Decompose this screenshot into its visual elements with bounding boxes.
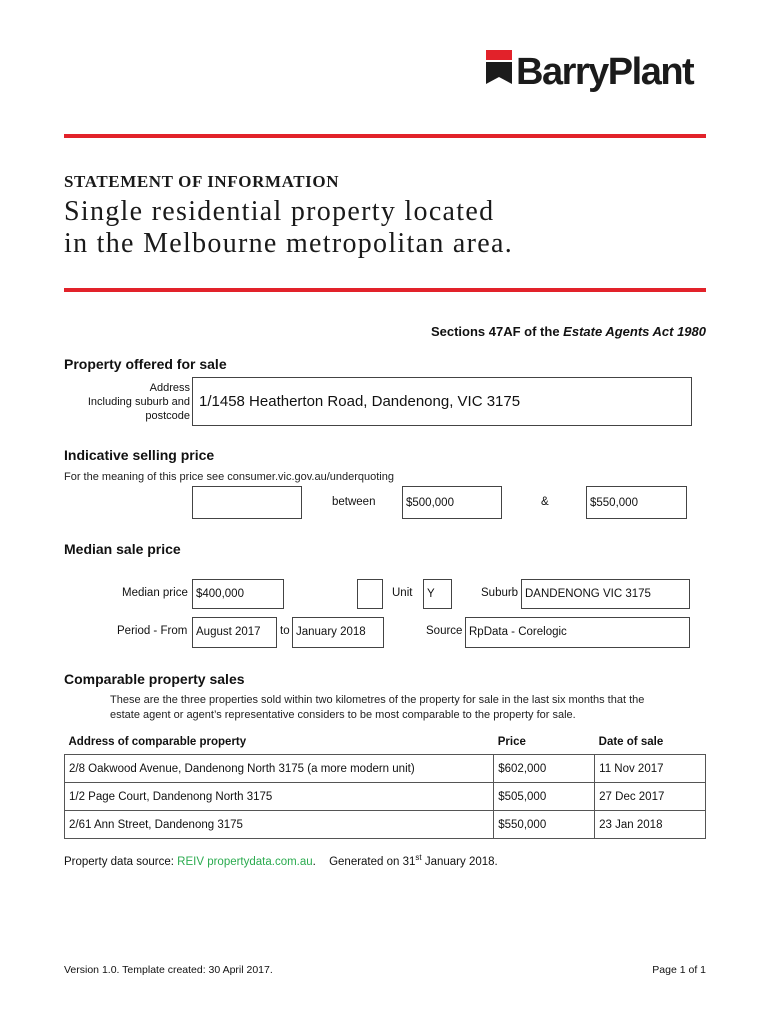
title-line-2: in the Melbourne metropolitan area.	[64, 228, 514, 259]
period-from-label: Period - From	[117, 625, 188, 637]
col-date-header: Date of sale	[598, 736, 664, 748]
generated-prefix: Generated on 31	[329, 855, 416, 868]
table-header-row	[65, 730, 706, 755]
act-name: Estate Agents Act 1980	[563, 324, 706, 339]
source-field[interactable]	[465, 617, 690, 648]
unit-value: Y	[427, 588, 435, 600]
unit-field[interactable]	[423, 579, 452, 609]
sections-prefix: Sections 47AF of the	[430, 324, 564, 339]
data-source-suffix: .	[312, 855, 316, 868]
generated-ordinal: st	[415, 853, 422, 862]
comparables-heading: Comparable property sales	[64, 671, 245, 687]
address-label	[88, 381, 190, 423]
address-label-line-3: postcode	[145, 410, 190, 422]
generated-on	[329, 853, 498, 868]
median-heading: Median sale price	[64, 541, 181, 557]
single-price-value	[193, 491, 196, 503]
title-line-1: Single residential property located	[64, 196, 495, 227]
document-kicker: STATEMENT OF INFORMATION	[64, 172, 340, 191]
comparable-address[interactable]: 2/61 Ann Street, Dandenong 3175	[65, 811, 494, 839]
address-field[interactable]	[192, 377, 692, 426]
comparables-table	[64, 730, 706, 839]
comparable-price[interactable]: $602,000	[494, 755, 595, 783]
address-label-line-2: Including suburb and	[87, 396, 190, 408]
footer-version: Version 1.0. Template created: 30 April 2017.	[64, 964, 273, 976]
comparable-address[interactable]: 1/2 Page Court, Dandenong North 3175	[65, 783, 494, 811]
source-label: Source	[426, 625, 463, 637]
single-price-field[interactable]	[192, 486, 302, 519]
indicative-heading: Indicative selling price	[64, 447, 215, 463]
comparable-date[interactable]: 27 Dec 2017	[595, 783, 706, 811]
median-price-label: Median price	[122, 587, 188, 599]
description-line-2: estate agent or agent’s representative considers to be most comparable to the property for sale.	[110, 709, 576, 721]
indicative-note: For the meaning of this price see consumer.vic.gov.au/underquoting	[64, 471, 394, 483]
sections-reference	[431, 324, 706, 339]
suburb-label: Suburb	[481, 587, 519, 599]
barry-plant-logo	[486, 50, 706, 98]
description-line-1: These are the three properties sold within two kilometres of the property for sale in the last six months that the	[110, 694, 645, 706]
comparable-address[interactable]: 2/8 Oakwood Avenue, Dandenong North 3175 (a more modern unit)	[65, 755, 494, 783]
ampersand-label: &	[541, 496, 549, 508]
bottom-divider	[64, 288, 706, 292]
table-row	[65, 755, 706, 783]
price-high-value: $550,000	[590, 497, 638, 509]
comparable-date[interactable]: 11 Nov 2017	[595, 755, 706, 783]
period-from-value: August 2017	[196, 626, 261, 638]
col-price-header: Price	[497, 736, 526, 748]
property-heading: Property offered for sale	[64, 356, 227, 372]
comparable-price[interactable]: $505,000	[494, 783, 595, 811]
comparable-price[interactable]: $550,000	[494, 811, 595, 839]
median-price-value: $400,000	[196, 588, 244, 600]
generated-suffix: January 2018.	[421, 855, 498, 868]
comparables-description	[110, 693, 644, 723]
document-title	[64, 196, 513, 260]
comparable-date[interactable]: 23 Jan 2018	[595, 811, 706, 839]
data-source-line	[64, 853, 498, 868]
suburb-field[interactable]	[521, 579, 690, 609]
reiv-link[interactable]: REIV propertydata.com.au	[177, 855, 313, 868]
logo-mark-icon	[486, 50, 512, 84]
suburb-value: DANDENONG VIC 3175	[525, 588, 651, 600]
top-divider	[64, 134, 706, 138]
table-row	[65, 811, 706, 839]
price-low-value: $500,000	[406, 497, 454, 509]
data-source-prefix: Property data source:	[64, 855, 178, 868]
to-label: to	[280, 625, 290, 637]
source-value: RpData - Corelogic	[469, 626, 567, 638]
address-value: 1/1458 Heatherton Road, Dandenong, VIC 3175	[199, 393, 521, 410]
period-from-field[interactable]	[192, 617, 277, 648]
between-label: between	[332, 496, 376, 508]
col-address-header: Address of comparable property	[68, 736, 247, 748]
table-row	[65, 783, 706, 811]
house-checkbox[interactable]	[357, 579, 383, 609]
unit-label: Unit	[392, 587, 413, 599]
price-low-field[interactable]	[402, 486, 502, 519]
median-price-field[interactable]	[192, 579, 284, 609]
price-high-field[interactable]	[586, 486, 687, 519]
period-to-field[interactable]	[292, 617, 384, 648]
footer-page-number: Page 1 of 1	[652, 964, 706, 976]
address-label-line-1: Address	[149, 382, 190, 394]
logo-wordmark: BarryPlant	[516, 51, 694, 93]
period-to-value: January 2018	[296, 626, 366, 638]
